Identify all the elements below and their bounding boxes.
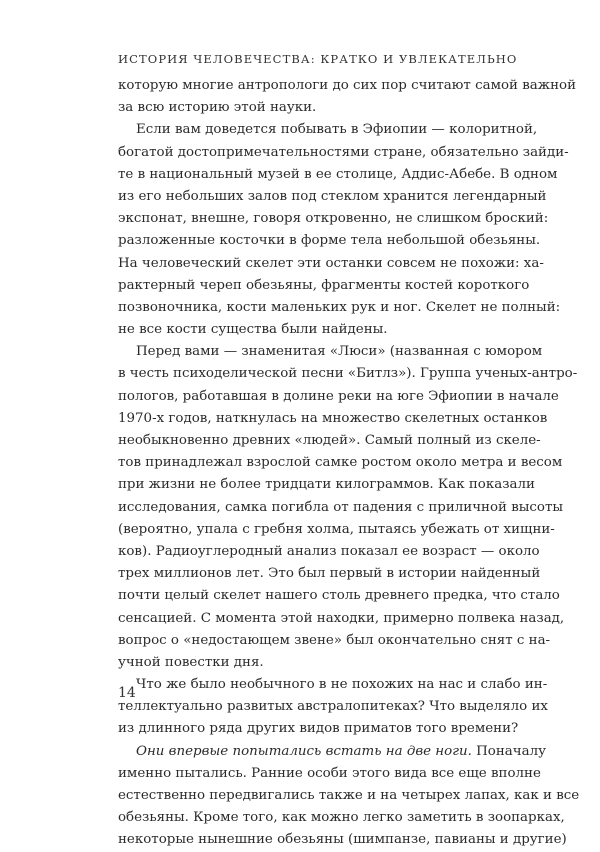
text-line: не все кости существа были найдены. [118, 322, 388, 338]
text-line: богатой достопримечательностями стране, обязательно зайди- [118, 144, 569, 160]
text-line: обезьяны. Кроме того, как можно легко заметить в зоопарках, [118, 810, 565, 826]
text-line: ков). Радиоуглеродный анализ показал ее возраст — около [118, 543, 540, 559]
text-line: сенсацией. С момента этой находки, примерно полвека назад, [118, 610, 565, 626]
text-line: рактерный череп обезьяны, фрагменты костей короткого [118, 277, 530, 293]
text-line: которую многие антропологи до сих пор считают самой важной [118, 78, 576, 93]
text-line: На человеческий скелет эти останки совсем не похожи: ха- [118, 255, 544, 271]
text-line: необыкновенно древних «людей». Самый полный из скеле- [118, 433, 541, 448]
text-line: пологов, работавшая в долине реки на юге Эфиопии в начале [118, 388, 559, 404]
text-span: Поначалу [471, 743, 546, 759]
text-line: в честь психоделической песни «Битлз»). Группа ученых-антро- [118, 366, 578, 382]
text-line: учной повестки дня. [118, 654, 264, 670]
page-number: 14 [118, 685, 136, 701]
text-line: Перед вами — знаменитая «Люси» (названная с юмором [136, 344, 543, 360]
text-line: при жизни не более тридцати килограммов. Как показали [118, 477, 535, 493]
text-line: Что же было необычного в не похожих на нас и слабо ин- [136, 677, 548, 693]
text-line: естественно передвигались также и на четырех лапах, как и все [118, 788, 580, 803]
text-line: те в национальный музей в ее столице, Аддис-Абебе. В одном [118, 166, 558, 182]
text-line: почти целый скелет нашего столь древнего предка, что стало [118, 588, 560, 604]
text-line: разложенные косточки в форме тела небольшой обезьяны. [118, 233, 541, 249]
text-line: 1970-х годов, наткнулась на множество скелетных останков [118, 410, 548, 426]
text-line: позвоночника, кости маленьких рук и ног. Скелет не полный: [118, 299, 561, 315]
text-line: вопрос о «недостающем звене» был окончательно снят с на- [118, 632, 551, 648]
running-head: ИСТОРИЯ ЧЕЛОВЕЧЕСТВА: КРАТКО И УВЛЕКАТЕЛЬНО [118, 52, 518, 66]
text-line: из его небольших залов под стеклом хранится легендарный [118, 188, 547, 204]
text-line: экспонат, внешне, говоря откровенно, не слишком броский: [118, 211, 549, 227]
text-line: некоторые нынешние обезьяны (шимпанзе, павианы и другие) [118, 832, 567, 848]
text-line: трех миллионов лет. Это был первый в истории найденный [118, 566, 541, 582]
text-line: за всю историю этой науки. [118, 100, 317, 116]
text-line: тов принадлежал взрослой самке ростом около метра и весом [118, 455, 563, 471]
text-line [118, 741, 546, 763]
text-line: исследования, самка погибла от падения с приличной высоты [118, 499, 564, 515]
emphasis-text: Они впервые попытались встать на две ноги. [136, 743, 472, 759]
text-line: из длинного ряда других видов приматов того времени? [118, 721, 519, 737]
text-line: теллектуально развитых австралопитеках? Что выделяло их [118, 699, 548, 715]
text-line: Если вам доведется побывать в Эфиопии — колоритной, [136, 122, 538, 138]
text-line: (вероятно, упала с гребня холма, пытаясь убежать от хищни- [118, 521, 555, 537]
body-text [118, 75, 580, 852]
text-line: именно пытались. Ранние особи этого вида все еще вполне [118, 765, 541, 781]
